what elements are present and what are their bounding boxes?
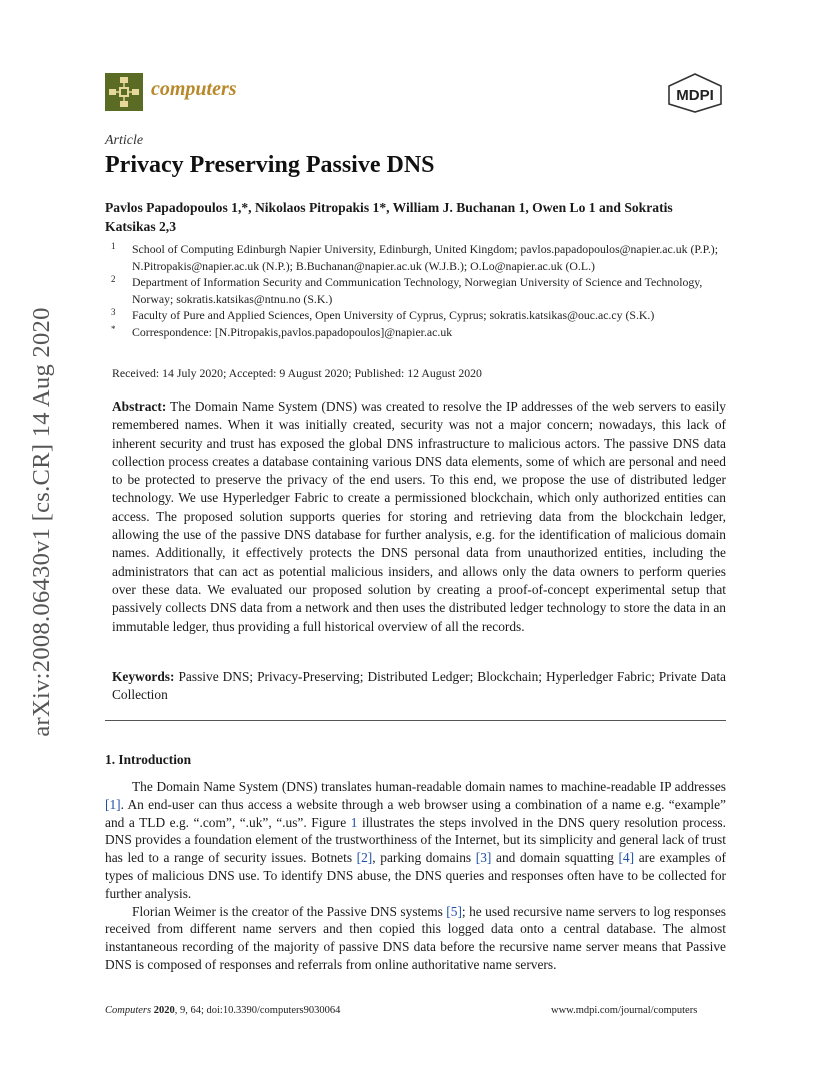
footer-year: 2020 xyxy=(153,1005,175,1016)
text-run: ; he used recursive name servers to log responses received from different name servers and then copied this logged data onto a central database. The almost instantaneous recording of the majority of passive DNS data before the recursive name server means that Passive DNS is composed of responses and referrals from online authoritative name servers. xyxy=(105,903,726,972)
footer-doi: , 9, 64; doi:10.3390/computers9030064 xyxy=(174,1005,341,1016)
affiliation-3 xyxy=(105,307,725,324)
text-run: . An end-user can thus access a website through a web browser using a combination of a name e.g. “example” and a TLD e.g. “.com”, “.uk”, “.us”. Figure xyxy=(105,796,726,830)
text-run: and domain squatting xyxy=(491,850,619,866)
citation-link[interactable]: [5] xyxy=(446,903,462,919)
section-heading: 1. Introduction xyxy=(105,752,192,767)
citation-link[interactable]: [3] xyxy=(475,850,492,866)
text-run: are examples of types of malicious DNS use. To identify DNS abuse, the DNS queries and responses often have to be collected for further analysis. xyxy=(105,850,726,901)
text-run: The Domain Name System (DNS) translates human-readable domain names to machine-readable IP addresses xyxy=(132,779,726,794)
footer-citation xyxy=(105,1005,340,1016)
affiliation-1 xyxy=(105,241,725,274)
divider xyxy=(105,720,726,721)
keywords-label: Keywords: xyxy=(112,669,175,684)
abstract-text: The Domain Name System (DNS) was created to resolve the IP addresses of the web servers to easily remembered names. When it was initially created, security was not a major concern; nowadays, this lack of inherent security and trust has exposed the global DNS infrastructure to malicious actors. The passive DNS data collection process creates a database containing various DNS data elements, some of which are personal and need to be protected to preserve the privacy of the end users. To this end, we propose the use of distributed ledger technology. We use Hyperledger Fabric to create a permissioned blockchain, which only authorized entities can access. The proposed solution supports queries for storing and retrieving data from the blockchain ledger, allowing the use of the passive DNS database for further analysis, e.g. for the identification of malicious domain names. Additionally, it effectively protects the DNS personal data from unauthorized entities, including the administrators that can act as potential malicious insiders, and allows only the data owners to perform queries over these data. We evaluated our proposed solution by creating a proof-of-concept experimental setup that passively collects DNS data from a network and then uses the distributed ledger technology to store the data in an immutable ledger, thus providing a full historical overview of all the records. xyxy=(112,399,726,634)
authors-line-1: Pavlos Papadopoulos 1,*, Nikolaos Pitropakis 1*, William J. Buchanan 1, Owen Lo 1 and Sokratis xyxy=(105,200,673,215)
affiliation-marker: 3 xyxy=(111,307,116,317)
footer-journal: Computers xyxy=(105,1005,152,1016)
keywords-text: Passive DNS; Privacy-Preserving; Distributed Ledger; Blockchain; Hyperledger Fabric; Private Data Collection xyxy=(112,669,726,703)
text-run: , parking domains xyxy=(372,850,476,866)
page-title: Privacy Preserving Passive DNS xyxy=(105,152,435,178)
affiliation-text: Faculty of Pure and Applied Sciences, Open University of Cyprus, Cyprus; sokratis.katsikas@ouc.ac.cy (S.K.) xyxy=(132,308,655,322)
arxiv-id: arXiv:2008.06430v1 [cs.CR] 14 Aug 2020 xyxy=(28,307,55,737)
publication-dates: Received: 14 July 2020; Accepted: 9 August 2020; Published: 12 August 2020 xyxy=(112,366,482,380)
authors-line-2: Katsikas 2,3 xyxy=(105,219,177,234)
journal-name: computers xyxy=(151,78,237,100)
paragraph xyxy=(105,778,726,903)
affiliations xyxy=(105,241,725,340)
figure-link[interactable]: 1 xyxy=(350,814,358,830)
affiliation-text: School of Computing Edinburgh Napier University, Edinburgh, United Kingdom; pavlos.papadopoulos@napier.ac.uk (P.P.); N.Pitropakis@napier.ac.uk (N.P.); B.Buchanan@napier.ac.uk (W.J.B.); O.Lo@napier.ac.uk (O.L.) xyxy=(132,242,719,273)
affiliation-2 xyxy=(105,274,725,307)
affiliation-marker: * xyxy=(111,323,116,334)
article-type: Article xyxy=(105,133,144,148)
text-run: illustrates the steps involved in the DNS query resolution process. DNS provides a foundation element of the trustworthiness of the Internet, but its simplicity and general lack of trust has led to a range of security issues. Botnets xyxy=(105,814,726,866)
abstract xyxy=(112,398,726,636)
citation-link[interactable]: [4] xyxy=(618,850,635,866)
paragraph xyxy=(105,903,726,974)
affiliation-text: Department of Information Security and Communication Technology, Norwegian University of Science and Technology, Norway; sokratis.katsikas@ntnu.no (S.K.) xyxy=(132,275,703,306)
author-list xyxy=(105,198,720,236)
arxiv-sidebar-stamp xyxy=(22,282,62,762)
abstract-label: Abstract: xyxy=(112,399,167,414)
citation-link[interactable]: [2] xyxy=(356,850,373,866)
correspondence xyxy=(105,324,725,341)
mdpi-logo-icon xyxy=(666,73,724,113)
section-body xyxy=(105,778,726,974)
affiliation-marker: 1 xyxy=(111,241,116,251)
keywords xyxy=(112,668,726,705)
text-run: Florian Weimer is the creator of the Passive DNS systems xyxy=(132,903,447,919)
citation-link[interactable]: [1] xyxy=(105,796,121,812)
affiliation-text: Correspondence: [N.Pitropakis,pavlos.papadopoulos]@napier.ac.uk xyxy=(132,324,453,339)
footer-url[interactable]: www.mdpi.com/journal/computers xyxy=(551,1005,698,1016)
publisher-name: MDPI xyxy=(676,87,714,104)
journal-logo-icon xyxy=(105,73,143,111)
affiliation-marker: 2 xyxy=(111,274,116,284)
